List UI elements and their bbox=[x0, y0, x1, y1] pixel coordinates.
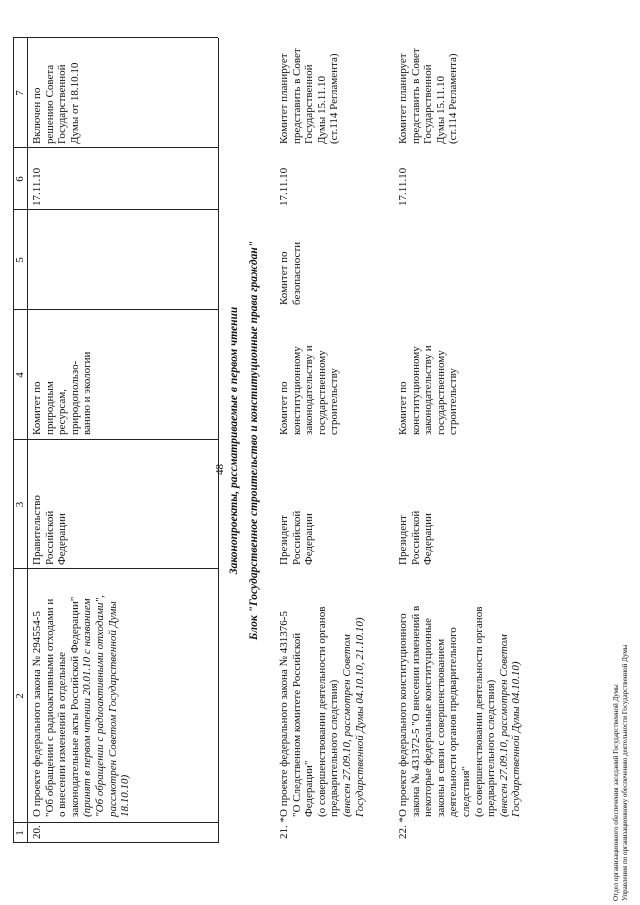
header-col-5: 5 bbox=[14, 257, 26, 263]
row-20-status-line: решению Совета bbox=[43, 64, 56, 144]
header-col-2: 2 bbox=[14, 693, 26, 699]
row-22-title-line: некоторые федеральные конституционные bbox=[422, 617, 435, 817]
header-col-3: 3 bbox=[14, 501, 26, 508]
row-20-status-line: Включен по bbox=[31, 87, 43, 144]
row-22-committee-line: Комитет по bbox=[397, 381, 409, 435]
row-21-co-committee-line: безопасности bbox=[290, 241, 303, 305]
header-divider bbox=[27, 38, 28, 843]
row-21-initiator bbox=[278, 440, 316, 565]
row-20-initiator-line: Российской bbox=[43, 510, 56, 565]
row-20-note-line: рассмотрен Советом Государственной Думы bbox=[106, 601, 119, 817]
row-22-title-line: следствия" bbox=[459, 765, 472, 817]
row-22-title bbox=[397, 569, 523, 817]
row-22-initiator-line: Президент bbox=[397, 515, 409, 565]
row-20-committee bbox=[31, 310, 94, 435]
row-20-note-line: 18.10.10) bbox=[119, 774, 132, 817]
row-20-title bbox=[31, 569, 132, 817]
row-21-status-line: Комитет планирует bbox=[278, 53, 290, 144]
col-divider-6 bbox=[13, 147, 218, 148]
row-21-number: 21. * bbox=[278, 817, 290, 839]
row-22-status-line: (ст.114 Регламента) bbox=[447, 53, 460, 144]
row-22-committee bbox=[397, 310, 460, 435]
row-22-committee-line: конституционному bbox=[409, 346, 422, 435]
row-22-committee-line: государственному bbox=[434, 350, 447, 435]
row-21-committee-line: Комитет по bbox=[278, 381, 290, 435]
row-22-status-line: Государственной bbox=[422, 64, 435, 144]
row-22-title-line: деятельности органов предварительного bbox=[447, 627, 460, 817]
row-22-note-line: (внесен 27.09.10, рассмотрен Советом bbox=[497, 634, 510, 817]
row-21-note-line: (внесен 27.09.10, рассмотрен Советом bbox=[340, 634, 353, 817]
row-20-number: 20. bbox=[31, 825, 43, 839]
row-21-committee-line: строительству bbox=[328, 368, 341, 435]
row-20-note-line: (принят в первом чтении 20.01.10 с названием bbox=[81, 598, 94, 817]
header-col-6: 6 bbox=[14, 176, 26, 182]
row-20-status bbox=[31, 38, 81, 144]
row-21-co-committee bbox=[278, 210, 303, 305]
row-21-title-line: О проекте федерального закона № 431376-5 bbox=[278, 611, 290, 817]
row-22-status-line: Комитет планирует bbox=[397, 53, 409, 144]
table-border-left bbox=[13, 842, 218, 843]
row-20-committee-line: ресурсам, bbox=[56, 388, 69, 435]
row-21-committee-line: государственному bbox=[315, 350, 328, 435]
row-22-initiator bbox=[397, 440, 435, 565]
col-divider-1 bbox=[13, 822, 218, 823]
header-col-7: 7 bbox=[14, 90, 26, 96]
row-21-title-line: предварительного следствия) bbox=[328, 679, 341, 817]
row-21-title-line: (о совершенствовании деятельности органов bbox=[315, 606, 328, 817]
row-21-title-line: "О Следственном комитете Российской bbox=[290, 632, 303, 817]
row-22-status-line: Думы 15.11.10 bbox=[434, 75, 447, 144]
row-20-initiator bbox=[31, 440, 69, 565]
row-20-committee-line: Комитет по bbox=[31, 381, 43, 435]
row-22-committee-line: законодательству и bbox=[422, 345, 435, 435]
footer-line-1: Отдел организационного обеспечения заседаний Государственной Думы bbox=[612, 684, 620, 901]
row-20-initiator-line: Правительство bbox=[31, 495, 43, 565]
row-22-initiator-line: Федерации bbox=[422, 513, 435, 565]
row-22-title-line: законы в связи с совершенствованием bbox=[434, 638, 447, 817]
row-22-status bbox=[397, 38, 460, 144]
row-21-initiator-line: Президент bbox=[278, 515, 290, 565]
row-21-date: 17.11.10 bbox=[278, 167, 290, 206]
header-col-1: 1 bbox=[14, 830, 26, 836]
row-20-committee-line: природопользо- bbox=[68, 360, 81, 435]
row-22-number: 22. * bbox=[397, 817, 409, 839]
row-21-committee-line: конституционному bbox=[290, 346, 303, 435]
row-20-title-line: "Об обращении с радиоактивными отходами и bbox=[43, 598, 56, 817]
row-20-committee-line: природным bbox=[43, 381, 56, 435]
row-22-date: 17.11.10 bbox=[397, 167, 409, 206]
row-21-initiator-line: Российской bbox=[290, 510, 303, 565]
header-col-4: 4 bbox=[14, 372, 26, 378]
row-22-title-line: предварительного следствия) bbox=[485, 679, 498, 817]
row-20-title-line: О проекте федерального закона № 294554-5 bbox=[31, 611, 43, 817]
row-21-committee bbox=[278, 310, 341, 435]
row-21-committee-line: законодательству и bbox=[303, 345, 316, 435]
row-21-title-line: Федерации" bbox=[303, 760, 316, 817]
row-20-initiator-line: Федерации bbox=[56, 513, 69, 565]
row-20-status-line: Государственной bbox=[56, 64, 69, 144]
row-20-title-line: о внесении изменений в отдельные bbox=[56, 652, 69, 817]
row-20-date: 17.11.10 bbox=[31, 167, 43, 206]
row-20-status-line: Думы от 18.10.10 bbox=[68, 62, 81, 144]
row-21-title bbox=[278, 569, 366, 817]
row-22-title-line: О проекте федерального конституционного bbox=[397, 613, 409, 817]
row-20-committee-line: ванию и экологии bbox=[81, 351, 94, 435]
row-22-committee-line: строительству bbox=[447, 368, 460, 435]
row-21-note-line: Государственной Думы 04.10.10, 21.10.10) bbox=[353, 617, 366, 817]
col-divider-5 bbox=[13, 209, 218, 210]
row-21-status-line: представить в Совет bbox=[290, 48, 303, 144]
row-21-status-line: Государственной bbox=[303, 64, 316, 144]
row-20-title-line: законодательные акты Российской Федерации" bbox=[68, 596, 81, 817]
footer-line-2: Управления по организационному обеспечению деятельности Государственной Думы bbox=[621, 644, 629, 901]
row-21-status-line: Думы 15.11.10 bbox=[315, 75, 328, 144]
page-number: 48 bbox=[214, 464, 226, 475]
row-22-title-line: (о совершенствовании деятельности органов bbox=[472, 606, 485, 817]
section-title-block: Блок "Государственное строительство и конституционные права граждан" bbox=[248, 240, 260, 641]
row-21-co-committee-line: Комитет по bbox=[278, 251, 290, 305]
row-21-status bbox=[278, 38, 341, 144]
row-20-bottom-border bbox=[218, 38, 219, 843]
section-title-first-reading: Законопроекты, рассматриваемые в первом чтении bbox=[228, 306, 240, 575]
row-22-note-line: Государственной Думы 04.10.10) bbox=[510, 661, 523, 817]
row-22-initiator-line: Российской bbox=[409, 510, 422, 565]
row-22-status-line: представить в Совет bbox=[409, 48, 422, 144]
row-21-status-line: (ст.114 Регламента) bbox=[328, 53, 341, 144]
row-21-initiator-line: Федерации bbox=[303, 513, 316, 565]
row-22-title-line: закона № 431372-5 "О внесении изменений в bbox=[409, 605, 422, 817]
row-20-note-line: "Об обращении с радиоактивными отходами", bbox=[93, 595, 106, 817]
